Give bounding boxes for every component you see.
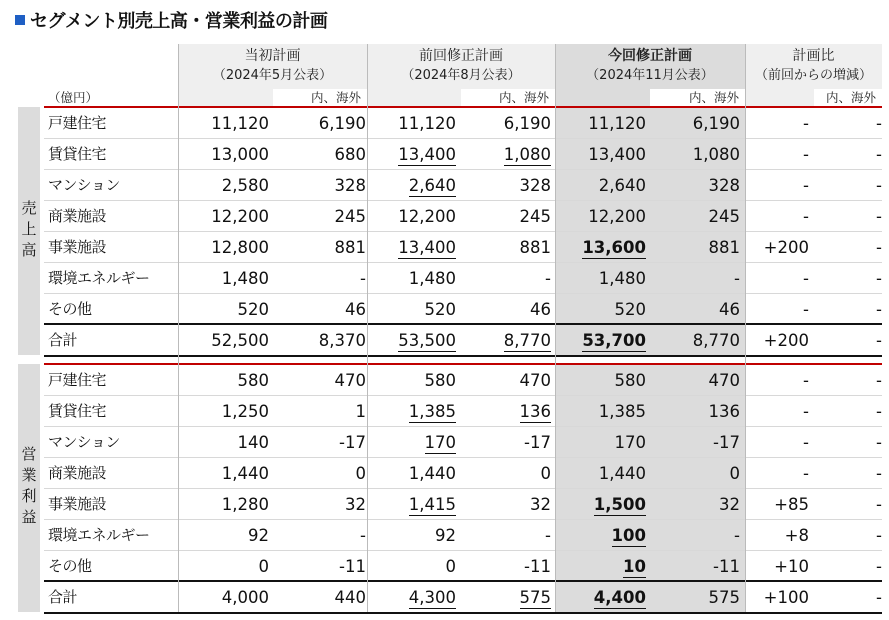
table-row [44, 139, 882, 170]
table-cell: 328 [334, 176, 366, 195]
section-label-char: 売 [21, 199, 37, 217]
table-cell: 520 [237, 300, 269, 319]
table-cell: - [876, 300, 882, 319]
section-bottom-rule [44, 355, 882, 357]
table-cell: - [876, 331, 882, 350]
table-cell: +100 [763, 588, 809, 607]
segment-name: マンション [48, 433, 120, 451]
table-cell: 2,640 [598, 176, 646, 195]
segment-name: マンション [48, 176, 120, 194]
table-cell: 53,700 [582, 331, 646, 350]
column-divider [745, 44, 746, 612]
table-cell: 245 [334, 207, 366, 226]
table-cell: 12,800 [211, 238, 269, 257]
table-cell: - [545, 526, 551, 545]
table-cell: 13,000 [211, 145, 269, 164]
table-cell: 46 [530, 300, 551, 319]
table-cell: 0 [540, 464, 551, 483]
table-row [44, 365, 882, 396]
table-row [44, 489, 882, 520]
table-cell: 680 [334, 145, 366, 164]
header-plan-comparison-note: （前回からの増減） [754, 68, 872, 83]
table-cell: 100 [611, 526, 646, 545]
table-cell: 12,200 [211, 207, 269, 226]
page-title-block [15, 8, 327, 32]
table-cell: - [876, 238, 882, 257]
table-cell: 13,400 [398, 145, 456, 164]
table-cell: 2,580 [221, 176, 269, 195]
table-cell: - [876, 176, 882, 195]
table-cell: 1,500 [593, 495, 646, 514]
table-cell: 92 [248, 526, 269, 545]
table-cell: 580 [424, 371, 456, 390]
table-cell: - [803, 300, 809, 319]
header-initial-plan-title: 当初計画 [244, 48, 301, 64]
table-cell: 8,770 [503, 331, 551, 350]
table-cell: -17 [713, 433, 740, 452]
segment-name: その他 [48, 557, 92, 575]
page-title: セグメント別売上高・営業利益の計画 [30, 11, 328, 32]
table-row [44, 520, 882, 551]
table-cell: 1,440 [598, 464, 646, 483]
table-cell: 12,200 [398, 207, 456, 226]
table-cell: - [876, 269, 882, 288]
table-cell: 13,400 [588, 145, 646, 164]
table-cell: 1,440 [408, 464, 456, 483]
header-initial-plan-date: （2024年5月公表） [212, 68, 333, 83]
table-cell: 580 [237, 371, 269, 390]
table-row [44, 170, 882, 201]
table-cell: +8 [784, 526, 809, 545]
table-cell: 8,770 [692, 331, 740, 350]
table-cell: - [545, 269, 551, 288]
table-cell: - [360, 269, 366, 288]
table-cell: 170 [424, 433, 456, 452]
table-cell: -11 [713, 557, 740, 576]
table-cell: 140 [237, 433, 269, 452]
table-cell: 92 [435, 526, 456, 545]
table-cell: 4,300 [408, 588, 456, 607]
table-cell: - [803, 402, 809, 421]
table-cell: - [803, 207, 809, 226]
table-row [44, 427, 882, 458]
segment-name: 合計 [48, 588, 78, 606]
table-cell: - [803, 371, 809, 390]
table-row [44, 294, 882, 325]
column-divider [178, 44, 179, 612]
segment-name: 戸建住宅 [48, 114, 107, 132]
table-cell: - [876, 114, 882, 133]
table-cell: - [803, 464, 809, 483]
table-cell: - [803, 269, 809, 288]
table-cell: 12,200 [588, 207, 646, 226]
table-cell: 881 [334, 238, 366, 257]
table-cell: -17 [339, 433, 366, 452]
column-divider [367, 44, 368, 612]
table-row [44, 263, 882, 294]
table-cell: +85 [774, 495, 809, 514]
table-cell: 1,080 [503, 145, 551, 164]
table-cell: 1,480 [221, 269, 269, 288]
table-cell: - [734, 269, 740, 288]
table-cell: 1,385 [408, 402, 456, 421]
table-cell: - [803, 176, 809, 195]
section-label-char: 高 [21, 241, 37, 259]
overseas-label: 内、海外 [273, 89, 367, 107]
segment-name: 賃貸住宅 [48, 402, 107, 420]
table-cell: 1,415 [408, 495, 456, 514]
table-cell: - [360, 526, 366, 545]
segment-name: 環境エネルギー [48, 269, 150, 287]
table-cell: 2,640 [408, 176, 456, 195]
table-cell: +200 [763, 238, 809, 257]
table-cell: 4,400 [593, 588, 646, 607]
segment-name: 商業施設 [48, 207, 107, 225]
table-cell: 1,250 [221, 402, 269, 421]
table-cell: - [876, 495, 882, 514]
table-cell: 11,120 [398, 114, 456, 133]
table-cell: 136 [708, 402, 740, 421]
segment-name: 合計 [48, 331, 78, 349]
segment-name: 商業施設 [48, 464, 107, 482]
table-cell: 1,280 [221, 495, 269, 514]
table-cell: 470 [334, 371, 366, 390]
table-cell: 1,385 [598, 402, 646, 421]
section-label-char: 業 [21, 466, 37, 484]
table-cell: 0 [258, 557, 269, 576]
table-cell: - [876, 526, 882, 545]
section-label-char: 利 [21, 487, 37, 505]
segment-name: その他 [48, 300, 92, 318]
table-cell: 52,500 [211, 331, 269, 350]
table-cell: 13,600 [582, 238, 646, 257]
table-cell: - [803, 433, 809, 452]
table-cell: 11,120 [211, 114, 269, 133]
profit-total-rule [44, 580, 882, 582]
table-cell: 520 [614, 300, 646, 319]
table-row [44, 232, 882, 263]
table-cell: 470 [519, 371, 551, 390]
sales-header-rule [44, 106, 882, 108]
table-cell: 1,440 [221, 464, 269, 483]
table-row [44, 108, 882, 139]
table-cell: 328 [519, 176, 551, 195]
table-cell: 520 [424, 300, 456, 319]
table-cell: +10 [774, 557, 809, 576]
segment-name: 事業施設 [48, 238, 107, 256]
table-cell: 470 [708, 371, 740, 390]
table-cell: 53,500 [398, 331, 456, 350]
table-cell: 32 [719, 495, 740, 514]
table-cell: 440 [334, 588, 366, 607]
table-cell: 0 [729, 464, 740, 483]
table-cell: 170 [614, 433, 646, 452]
square-bullet-icon [15, 15, 25, 25]
segment-name: 環境エネルギー [48, 526, 150, 544]
segment-name: 賃貸住宅 [48, 145, 107, 163]
section-label-char: 営 [21, 445, 37, 463]
table-cell: 32 [345, 495, 366, 514]
table-cell: 245 [519, 207, 551, 226]
table-cell: 13,400 [398, 238, 456, 257]
table-cell: - [876, 207, 882, 226]
segment-name: 事業施設 [48, 495, 107, 513]
overseas-label: 内、海外 [461, 89, 555, 107]
table-cell: - [803, 145, 809, 164]
table-cell: 1,480 [598, 269, 646, 288]
table-row [44, 458, 882, 489]
table-cell: 328 [708, 176, 740, 195]
table-cell: 6,190 [318, 114, 366, 133]
table-cell: -17 [524, 433, 551, 452]
table-cell: 11,120 [588, 114, 646, 133]
table-cell: 245 [708, 207, 740, 226]
table-cell: 881 [519, 238, 551, 257]
table-cell: 32 [530, 495, 551, 514]
table-cell: - [876, 402, 882, 421]
unit-label: （億円） [48, 90, 99, 105]
table-cell: - [803, 114, 809, 133]
sales-total-rule [44, 323, 882, 325]
header-current-plan-date: （2024年11月公表） [586, 68, 714, 83]
header-previous-plan-date: （2024年8月公表） [401, 68, 521, 83]
table-row [44, 201, 882, 232]
table-cell: 6,190 [503, 114, 551, 133]
table-cell: 6,190 [692, 114, 740, 133]
table-cell: 575 [708, 588, 740, 607]
table-cell: 46 [719, 300, 740, 319]
header-previous-plan-title: 前回修正計画 [419, 48, 503, 64]
table-cell: 1,080 [692, 145, 740, 164]
table-cell: 46 [345, 300, 366, 319]
table-cell: - [876, 557, 882, 576]
table-cell: 0 [355, 464, 366, 483]
table-cell: 580 [614, 371, 646, 390]
table-cell: - [876, 433, 882, 452]
overseas-label: 内、海外 [650, 89, 745, 107]
table-cell: - [876, 371, 882, 390]
table-row [44, 551, 882, 582]
table-cell: -11 [524, 557, 551, 576]
section-label-char: 上 [21, 220, 37, 238]
table-cell: 0 [445, 557, 456, 576]
table-cell: - [876, 145, 882, 164]
table-cell: -11 [339, 557, 366, 576]
table-row [44, 396, 882, 427]
table-total-row [44, 325, 882, 356]
table-cell: 575 [519, 588, 551, 607]
header-current-plan-title: 今回修正計画 [608, 48, 692, 64]
table-cell: 136 [519, 402, 551, 421]
table-cell: 1,480 [408, 269, 456, 288]
profit-header-rule [44, 363, 882, 365]
table-cell: 1 [355, 402, 366, 421]
table-cell: - [876, 588, 882, 607]
table-total-row [44, 582, 882, 613]
section-label-char: 益 [21, 508, 37, 526]
table-cell: 881 [708, 238, 740, 257]
section-bottom-rule [44, 612, 882, 614]
overseas-label: 内、海外 [814, 89, 882, 107]
table-cell: 10 [623, 557, 646, 576]
table-cell: 4,000 [221, 588, 269, 607]
table-cell: - [734, 526, 740, 545]
column-divider [555, 44, 556, 612]
table-cell: - [876, 464, 882, 483]
table-cell: 8,370 [318, 331, 366, 350]
table-cell: +200 [763, 331, 809, 350]
segment-name: 戸建住宅 [48, 371, 107, 389]
header-plan-comparison-title: 計画比 [792, 48, 835, 64]
